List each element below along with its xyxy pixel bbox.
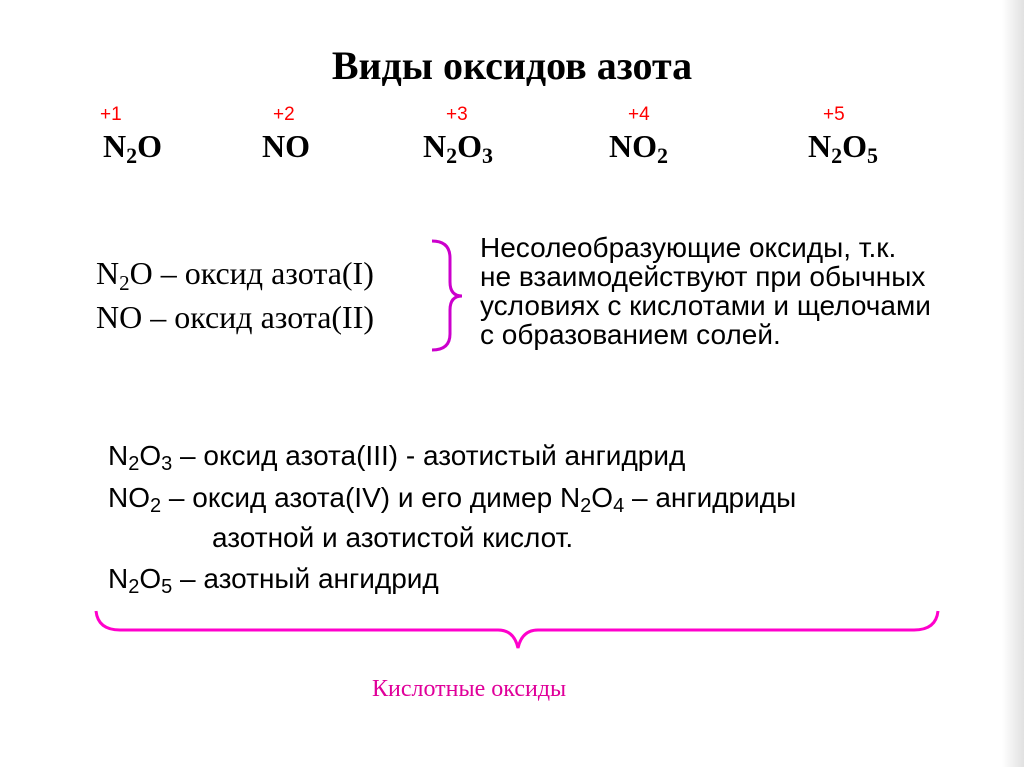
- acidic-line-n2o5: $N_2O_5$ – азотный ангидрид: [108, 563, 439, 598]
- non-salt-line-no: NO – оксид азота(II): [96, 299, 375, 335]
- acidic-oxides-label: Кислотные оксиды: [372, 676, 567, 702]
- note-line-4: с образованием солей.: [480, 319, 781, 350]
- slide-title: Виды оксидов азота: [331, 43, 693, 88]
- acidic-line-continuation: азотной и азотистой кислот.: [212, 522, 574, 553]
- oxidation-state-4: +4: [628, 104, 650, 125]
- note-line-1: Несолеобразующие оксиды, т.к.: [480, 232, 897, 263]
- oxidation-state-1: +1: [100, 104, 122, 125]
- formula-no: NO: [262, 128, 310, 164]
- formula-no2: $NO_2$: [609, 128, 668, 168]
- note-line-2: не взаимодействуют при обычных: [480, 261, 926, 292]
- note-line-3: условиях с кислотами и щелочами: [480, 290, 931, 321]
- non-salt-line-n2o: $N_2O$ – оксид азота(I): [96, 255, 374, 295]
- oxidation-state-3: +3: [446, 104, 468, 125]
- formula-n2o3: $N_2O_3$: [423, 128, 493, 168]
- non-salt-brace: [432, 241, 462, 350]
- acidic-line-no2: $NO_2$ – оксид азота(IV) и его димер $N_2O_4$ – ангидриды: [108, 482, 797, 517]
- oxidation-state-5: +5: [823, 104, 845, 125]
- formula-n2o5: $N_2O_5$: [808, 128, 878, 168]
- formula-n2o: $N_2O$: [103, 128, 162, 168]
- acidic-brace: [96, 611, 938, 648]
- acidic-line-n2o3: $N_2O_3$ – оксид азота(III) - азотистый ангидрид: [108, 440, 686, 475]
- oxidation-state-2: +2: [273, 104, 295, 125]
